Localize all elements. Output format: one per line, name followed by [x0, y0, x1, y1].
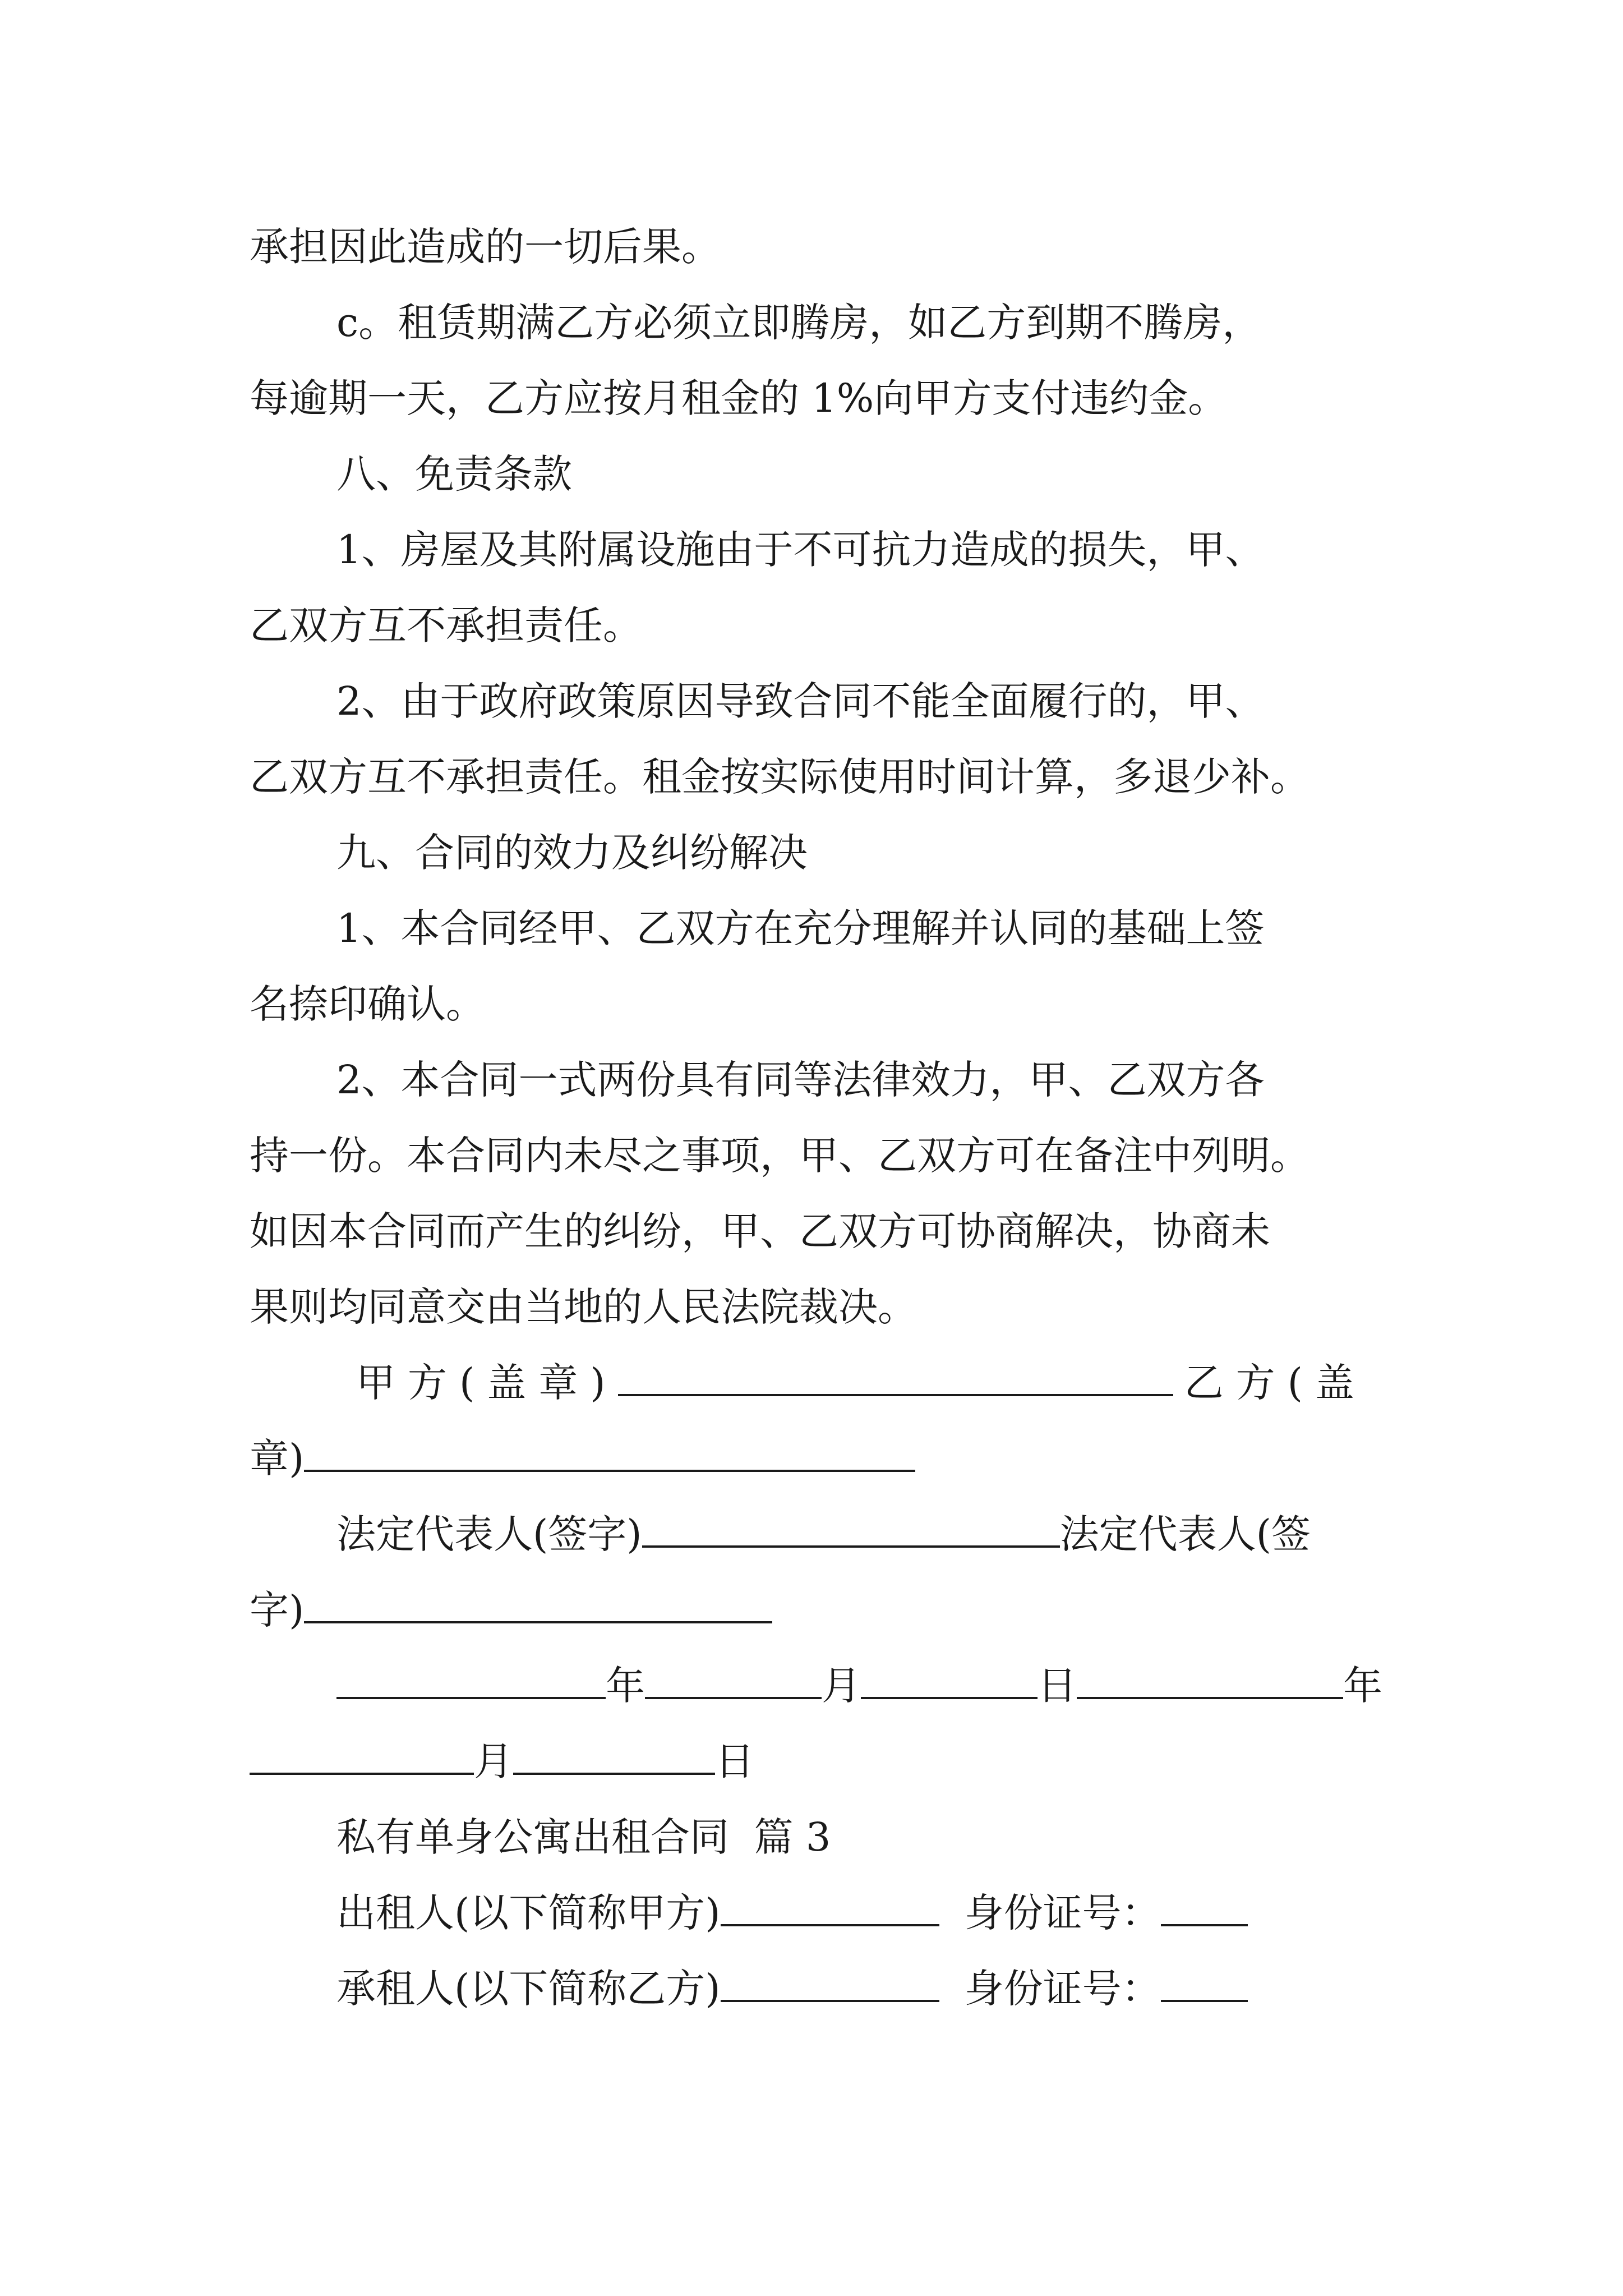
lessee-id-blank[interactable]: [1161, 1966, 1248, 2002]
paragraph-line: 乙双方互不承担责任。: [250, 602, 642, 648]
month-blank[interactable]: [645, 1663, 822, 1699]
lessor-id-label: 身份证号：: [964, 1890, 1161, 1936]
paragraph-line: 持一份。本合同内未尽之事项，甲、乙双方可在备注中列明。: [250, 1133, 1310, 1179]
paragraph-line: 1、本合同经甲、乙双方在充分理解并认同的基础上签: [336, 905, 1265, 951]
lessee-row: [336, 1963, 1382, 2014]
seal-row: [250, 1358, 1382, 1408]
paragraph-line: 1、房屋及其附属设施由于不可抗力造成的损失，甲、: [336, 527, 1265, 573]
paragraph-line: 承担因此造成的一切后果。: [250, 224, 721, 270]
lessor-id-blank[interactable]: [1161, 1890, 1248, 1926]
party-b-rep-blank[interactable]: [304, 1588, 772, 1623]
paragraph-line: 2、由于政府政策原因导致合同不能全面履行的，甲、: [336, 678, 1265, 724]
party-a-rep-label: 法定代表人(签字): [336, 1511, 642, 1557]
contract-title: 私有单身公寓出租合同 篇 3: [336, 1814, 831, 1860]
section-heading: 八、免责条款: [336, 451, 572, 497]
party-a-seal-blank[interactable]: [618, 1360, 1173, 1396]
date-row: [250, 1660, 1382, 1711]
year-label-b: 年: [1343, 1663, 1382, 1709]
paragraph-line: 乙双方互不承担责任。租金按实际使用时间计算，多退少补。: [250, 754, 1310, 800]
rep-row: [250, 1509, 1382, 1559]
party-b-seal-label: 乙方(盖: [1184, 1360, 1367, 1406]
paragraph-line: 果则均同意交由当地的人民法院裁决。: [250, 1284, 917, 1330]
lessee-label: 承租人(以下简称乙方): [336, 1966, 721, 2012]
day-blank[interactable]: [861, 1663, 1038, 1699]
month-label: 月: [822, 1663, 861, 1709]
lessee-id-label: 身份证号：: [964, 1966, 1161, 2012]
paragraph-line: c。租赁期满乙方必须立即腾房，如乙方到期不腾房，: [336, 300, 1262, 346]
month-label-b: 月: [474, 1738, 513, 1784]
party-a-seal-label: 甲方(盖章): [356, 1360, 618, 1406]
party-b-rep-label-cont: 字): [250, 1587, 305, 1633]
rep-row-cont: [250, 1585, 1382, 1635]
date-row-cont: [250, 1736, 1382, 1787]
year-blank[interactable]: [336, 1663, 606, 1699]
paragraph-line: 2、本合同一式两份具有同等法律效力，甲、乙双方各: [336, 1057, 1265, 1103]
lessee-name-blank[interactable]: [721, 1966, 939, 2002]
paragraph-line: 名捺印确认。: [250, 981, 485, 1027]
section-heading: 九、合同的效力及纠纷解决: [336, 830, 808, 876]
lessor-row: [336, 1888, 1382, 1938]
year-label: 年: [606, 1663, 645, 1709]
paragraph-line: 如因本合同而产生的纠纷，甲、乙双方可协商解决，协商未: [250, 1208, 1270, 1254]
party-b-seal-blank[interactable]: [304, 1436, 915, 1472]
party-a-rep-blank[interactable]: [642, 1512, 1060, 1548]
paragraph-line: 每逾期一天，乙方应按月租金的 1%向甲方支付违约金。: [250, 375, 1228, 421]
day-label: 日: [1038, 1663, 1077, 1709]
month-blank-b[interactable]: [250, 1739, 474, 1775]
year-blank-b[interactable]: [1077, 1663, 1343, 1699]
seal-row-cont: [250, 1433, 1382, 1484]
party-b-rep-label: 法定代表人(签: [1059, 1511, 1311, 1557]
lessor-name-blank[interactable]: [721, 1890, 939, 1926]
day-label-b: 日: [715, 1738, 754, 1784]
day-blank-b[interactable]: [513, 1739, 715, 1775]
party-b-seal-label-cont: 章): [250, 1435, 305, 1481]
lessor-label: 出租人(以下简称甲方): [336, 1890, 721, 1936]
